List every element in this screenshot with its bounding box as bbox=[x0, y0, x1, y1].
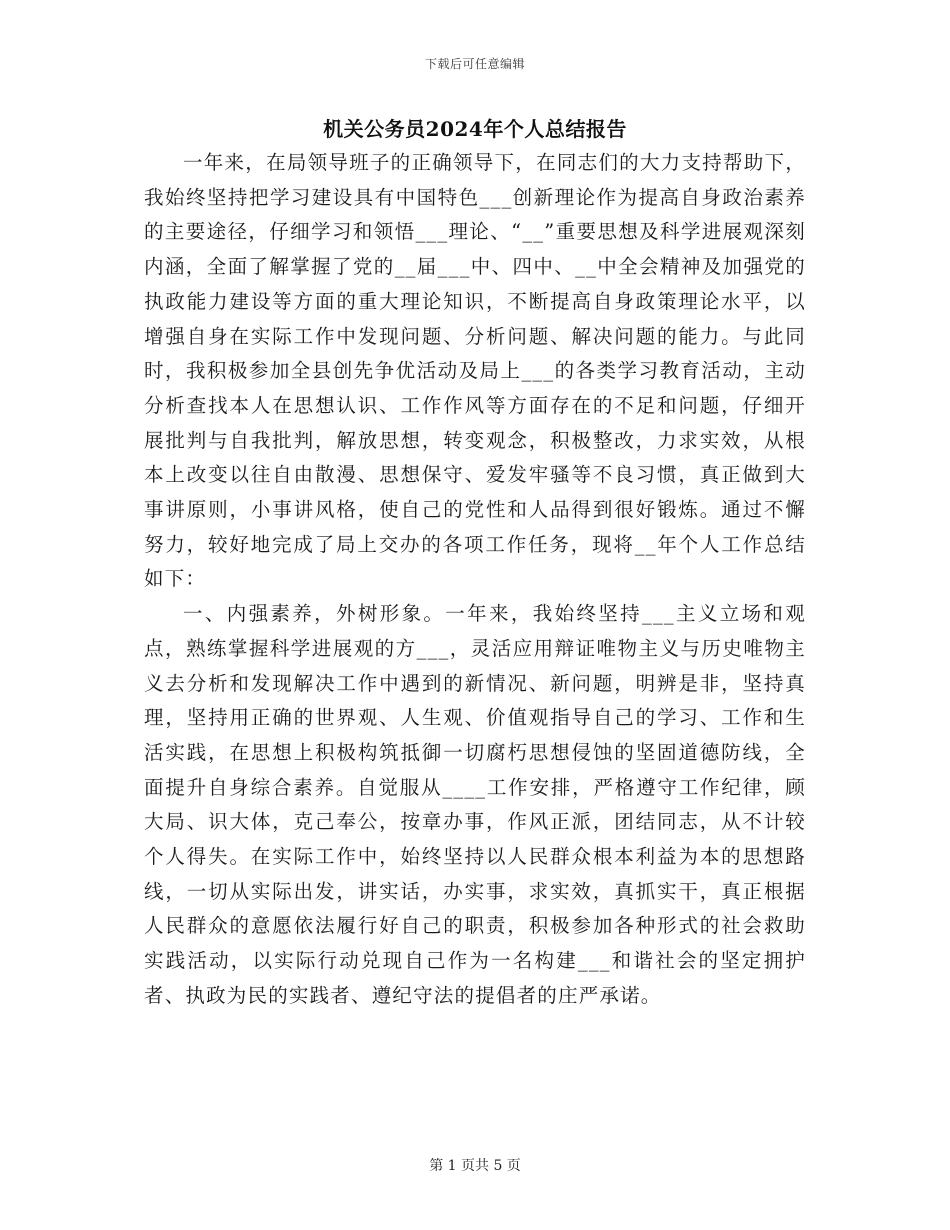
page-footer: 第 1 页共 5 页 bbox=[429, 1158, 521, 1174]
paragraph-intro: 一年来，在局领导班子的正确领导下，在同志们的大力支持帮助下，我始终坚持把学习建设具有中国特色___创新理论作为提高自身政治素养的主要途径，仔细学习和领悟___理论、“__”重要思想及科学进展观深刻内涵，全面了解掌握了党的__届___中、四中、__中全会精神及加强党的执政能力建设等方面的重大理论知识，不断提高自身政策理论水平，以增强自身在实际工作中发现问题、分析问题、解决问题的能力。与此同时，我积极参加全县创先争优活动及局上___的各类学习教育活动，主动分析查找本人在思想认识、工作作风等方面存在的不足和问题，仔细开展批判与自我批判，解放思想，转变观念，积极整改，力求实效，从根本上改变以往自由散漫、思想保守、爱发牢骚等不良习惯，真正做到大事讲原则，小事讲风格，使自己的党性和人品得到很好锻炼。通过不懈努力，较好地完成了局上交办的各项工作任务，现将__年个人工作总结如下： bbox=[144, 151, 806, 591]
header-note: 下载后可任意编辑 bbox=[424, 57, 525, 71]
document-body bbox=[144, 146, 806, 1014]
paragraph-section-1: 一、内强素养，外树形象。一年来，我始终坚持___主义立场和观点，熟练掌握科学进展观的方___，灵活应用辩证唯物主义与历史唯物主义去分析和发现解决工作中遇到的新情况、新问题，明辨是非，坚持真理，坚持用正确的世界观、人生观、价值观指导自己的学习、工作和生活实践，在思想上积极构筑抵御一切腐朽思想侵蚀的坚固道德防线，全面提升自身综合素养。自觉服从____工作安排，严格遵守工作纪律，顾大局、识大体，克己奉公，按章办事，作风正派，团结同志，从不计较个人得失。在实际工作中，始终坚持以人民群众根本利益为本的思想路线，一切从实际出发，讲实话，办实事，求实效，真抓实干，真正根据人民群众的意愿依法履行好自己的职责，积极参加各种形式的社会救助实践活动，以实际行动兑现自己作为一名构建___和谐社会的坚定拥护者、执政为民的实践者、遵纪守法的提倡者的庄严承诺。 bbox=[144, 602, 806, 1007]
document-title: 机关公务员2024年个人总结报告 bbox=[323, 117, 627, 141]
